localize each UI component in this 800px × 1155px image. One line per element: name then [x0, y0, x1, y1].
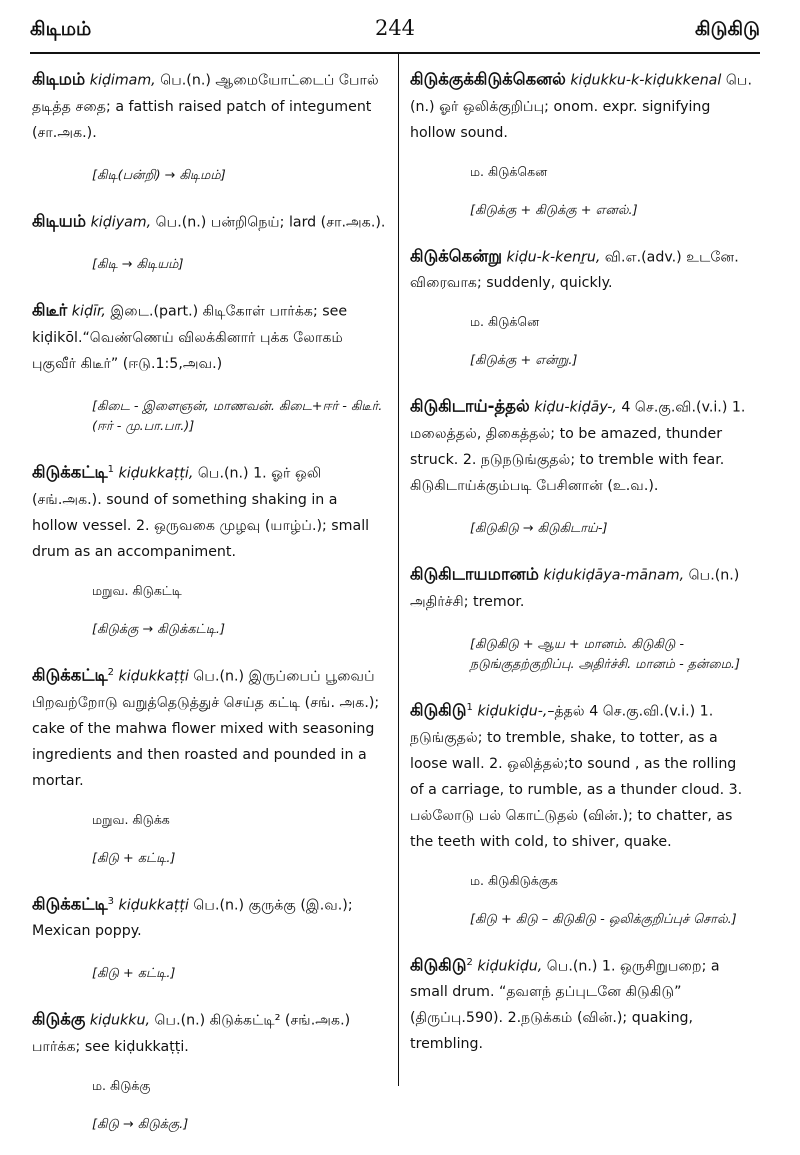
entry-text	[32, 295, 386, 377]
related-form: ம. கிடுக்கென	[470, 163, 548, 179]
transliteration: kiḍukkaṭṭi,	[118, 465, 194, 482]
dictionary-entry	[32, 206, 386, 276]
headword: கிடியம்	[32, 211, 87, 231]
etymology: [கிடி → கிடியம்]	[92, 257, 184, 273]
transliteration: kiḍukkaṭṭi	[118, 668, 189, 685]
headword: கிடீர்	[32, 301, 68, 321]
definition: பெ.(n.) ஓர் ஒலிக்குறிப்பு; onom. expr. signifying hollow sound.	[410, 72, 752, 141]
transliteration: kiḍiyam,	[90, 214, 152, 231]
entry-text	[410, 695, 752, 855]
headword: கிடுகிடாயமானம்	[410, 564, 539, 584]
definition: வி.எ.(adv.) உடனே. விரைவாக; suddenly, quickly.	[410, 249, 739, 292]
transliteration: kiḍukku-k-kiḍukkenal	[570, 72, 722, 89]
transliteration: kiḍīr,	[71, 304, 106, 321]
etymology: [கிடுக்கு + என்று.]	[470, 353, 578, 369]
transliteration: kiḍukkaṭṭi	[118, 897, 189, 914]
homonym-number: 1	[107, 464, 114, 476]
column-divider	[398, 54, 399, 1086]
related-form: ம. கிடுக்னெ	[470, 314, 540, 330]
dictionary-entry	[32, 64, 386, 186]
definition: –த்தல் 4 செ.கு.வி.(v.i.) 1. நடுங்குதல்; to tremble, shake, to totter, as a loose wall. 2. ஒலித்தல்;to sound , as the rolling of a carriage, to rumble, as a thunder cloud. 3. பல்லோடு பல் கொட்டுதல் (வின்.); to chatter, as the teeth with cold, to shiver, quake.	[410, 703, 743, 850]
dictionary-entry	[410, 695, 752, 930]
dictionary-entry	[32, 457, 386, 640]
homonym-number: 1	[466, 701, 473, 713]
dictionary-entry	[410, 241, 752, 372]
definition: 4 செ.கு.வி.(v.i.) 1. மலைத்தல், திகைத்தல்; to be amazed, thunder struck. 2. நடுநடுங்குதல்; to tremble with fear. கிடுகிடாய்க்கும்படி பேசினான் (உ.வ.).	[410, 400, 746, 495]
headword: கிடுக்கட்டி	[32, 665, 108, 685]
etymology: [கிடி(பன்றி) → கிடிமம்]	[92, 167, 226, 183]
related-form: மறுவ. கிடுகட்டி	[92, 582, 182, 598]
header-right-guide-word: கிடுகிடு	[694, 18, 760, 40]
header-rule	[30, 52, 760, 54]
transliteration: kiḍu-k-kenṟu,	[506, 249, 601, 266]
related-form: ம. கிடுகிடுக்குக	[470, 872, 558, 888]
transliteration: kiḍukiḍu-,	[477, 703, 548, 720]
etymology: [கிடு + கிடு – கிடுகிடு - ஒலிக்குறிப்புச் சொல்.]	[470, 911, 737, 927]
transliteration: kiḍimam,	[89, 72, 156, 89]
definition: பெ.(n.) ஆமையோட்டைப் போல் தடித்த சதை; a fattish raised patch of integument (சா.அக.).	[32, 72, 379, 141]
entry-text	[32, 457, 386, 565]
left-column	[32, 64, 386, 1155]
transliteration: kiḍu-kiḍāy-,	[534, 400, 617, 417]
definition: இடை.(part.) கிடிகோள் பார்க்க; see kiḍikōl.“வெண்ணெய் விலக்கினார் புக்க லோகம் புகுவீர் கிடீர்” (ஈடு.1:5,அவ.)	[32, 304, 348, 373]
etymology: [கிடு + கட்டி.]	[92, 966, 176, 982]
dictionary-entry	[32, 660, 386, 869]
dictionary-entry	[410, 391, 752, 539]
etymology: [கிடுகிடு → கிடுகிடாய்-]	[470, 521, 608, 537]
entry-text	[32, 206, 386, 236]
etymology: [கிடுக்கு + கிடுக்கு + எனல்.]	[470, 202, 638, 218]
headword: கிடுகிடாய்-த்தல்	[410, 397, 530, 417]
header-left-guide-word: கிடிமம்	[30, 18, 92, 40]
headword: கிடிமம்	[32, 69, 86, 89]
etymology: [கிடை - இளைஞன், மாணவன். கிடை+ஈர் - கிடீர். (ஈர் - மு.பா.பா.)]	[92, 399, 383, 435]
definition: பெ.(n.) 1. ஒருசிறுபறை; a small drum. “தவளந் தப்புடனே கிடுகிடு” (திருப்பு.590). 2.நடுக்கம் (வின்.); quaking, trembling.	[410, 958, 720, 1053]
page-number: 244	[374, 16, 416, 40]
headword: கிடுக்கு	[32, 1010, 86, 1030]
headword: கிடுக்கட்டி	[32, 462, 108, 482]
dictionary-entry	[410, 559, 752, 675]
entry-text	[410, 241, 752, 297]
homonym-number: 2	[107, 666, 114, 678]
definition: பெ.(n.) இருப்பைப் பூவைப் பிறவற்றோடு வறுத்தெடுத்துச் செய்த கட்டி (சங். அக.); cake of the mahwa flower mixed with seasoning ingredients and then roasted and pounded in a mortar.	[32, 668, 380, 789]
transliteration: kiḍukku,	[89, 1013, 150, 1030]
definition: பெ.(n.) அதிர்ச்சி; tremor.	[410, 567, 740, 610]
dictionary-entry	[410, 64, 752, 221]
headword: கிடுகிடு	[410, 955, 467, 975]
entry-text	[410, 64, 752, 146]
etymology: [கிடுகிடு + ஆய + மானம். கிடுகிடு - நடுங்குதற்குறிப்பு. அதிர்ச்சி. மானம் - தன்மை.]	[470, 636, 740, 672]
dictionary-entry	[32, 1004, 386, 1135]
headword: கிடுகிடு	[410, 700, 467, 720]
transliteration: kiḍukiḍu,	[477, 958, 543, 975]
page-header	[30, 18, 760, 48]
headword: கிடுக்கென்று	[410, 246, 502, 266]
dictionary-entry	[32, 889, 386, 985]
headword: கிடுக்கட்டி	[32, 894, 108, 914]
definition: பெ.(n.) குருக்கு (இ.வ.); Mexican poppy.	[32, 897, 353, 940]
right-column	[410, 64, 752, 1059]
entry-text	[32, 1004, 386, 1060]
definition: பெ.(n.) 1. ஓர் ஒலி (சங்.அக.). sound of something shaking in a hollow vessel. 2. ஒருவகை முழவு (யாழ்ப்.); small drum as an accompaniment.	[32, 465, 370, 560]
dictionary-entry	[410, 950, 752, 1058]
related-form: ம. கிடுக்கு	[92, 1078, 151, 1094]
dictionary-entry	[32, 295, 386, 437]
definition: பெ.(n.) பன்றிநெய்; lard (சா.அக.).	[151, 214, 386, 231]
entry-text	[32, 889, 386, 945]
entry-text	[32, 64, 386, 146]
etymology: [கிடு + கட்டி.]	[92, 850, 176, 866]
etymology: [கிடுக்கு → கிடுக்கட்டி.]	[92, 621, 225, 637]
entry-text	[410, 950, 752, 1058]
entry-text	[410, 391, 752, 499]
transliteration: kiḍukiḍāya-mānam,	[543, 567, 685, 584]
etymology: [கிடு → கிடுக்கு.]	[92, 1117, 189, 1133]
homonym-number: 2	[466, 956, 473, 968]
homonym-number: 3	[107, 895, 114, 907]
headword: கிடுக்குக்கிடுக்கெனல்	[410, 69, 566, 89]
definition: பெ.(n.) கிடுக்கட்டி² (சங்.அக.) பார்க்க; see kiḍukkaṭṭi.	[32, 1013, 351, 1056]
related-form: மறுவ. கிடுக்க	[92, 811, 170, 827]
entry-text	[32, 660, 386, 794]
entry-text	[410, 559, 752, 615]
